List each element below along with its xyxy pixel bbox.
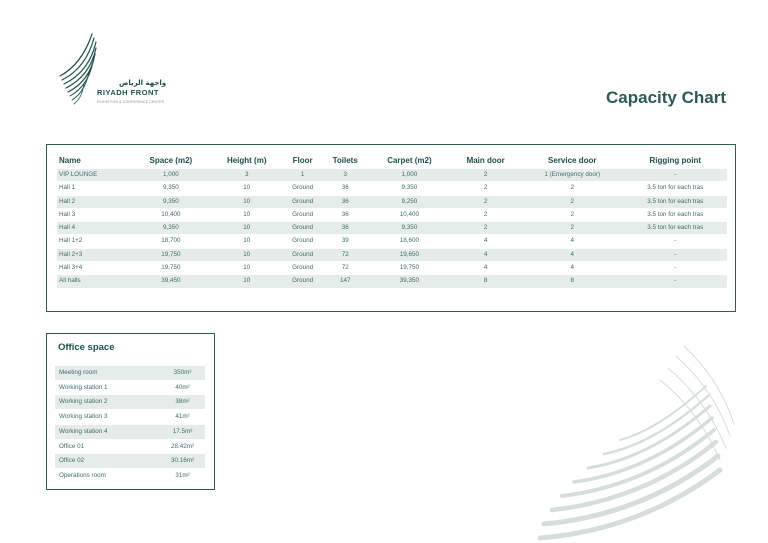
table-row bbox=[57, 248, 727, 261]
table-cell: 4 bbox=[450, 248, 521, 261]
table-cell: 8 bbox=[521, 275, 624, 288]
office-row bbox=[55, 395, 205, 410]
table-cell: 36 bbox=[322, 208, 368, 221]
table-cell: 2 bbox=[450, 182, 521, 195]
office-row bbox=[55, 454, 205, 469]
table-cell: 4 bbox=[450, 235, 521, 248]
table-cell: 3 bbox=[210, 169, 283, 182]
table-cell: Hall 3 bbox=[57, 208, 132, 221]
table-cell: VIP LOUNGE bbox=[57, 169, 132, 182]
office-row bbox=[55, 439, 205, 454]
table-cell: Hall 1+2 bbox=[57, 235, 132, 248]
table-cell: 147 bbox=[322, 275, 368, 288]
capacity-table-panel bbox=[46, 144, 736, 312]
table-cell: - bbox=[624, 235, 727, 248]
table-cell: Hall 2 bbox=[57, 195, 132, 208]
capacity-column-header: Floor bbox=[292, 155, 313, 165]
table-cell: 10 bbox=[210, 222, 283, 235]
table-cell: Ground bbox=[283, 195, 322, 208]
office-row bbox=[55, 380, 205, 395]
table-cell: 9,250 bbox=[368, 195, 450, 208]
table-cell: 10 bbox=[210, 208, 283, 221]
table-cell: Hall 2+3 bbox=[57, 248, 132, 261]
capacity-column-header: Space (m2) bbox=[149, 155, 193, 165]
table-cell: 3.5 ton for each tras bbox=[624, 222, 727, 235]
table-cell: 3.5 ton for each tras bbox=[624, 182, 727, 195]
capacity-column-header: Main door bbox=[466, 155, 505, 165]
table-cell: - bbox=[624, 169, 727, 182]
decorative-stripes-icon bbox=[530, 340, 768, 543]
table-cell: - bbox=[624, 248, 727, 261]
capacity-column-header: Height (m) bbox=[226, 155, 267, 165]
table-cell: 10 bbox=[210, 275, 283, 288]
capacity-table bbox=[57, 151, 727, 289]
table-cell: 2 bbox=[450, 195, 521, 208]
table-cell: All halls bbox=[57, 275, 132, 288]
capacity-column-header: Rigging point bbox=[649, 155, 702, 165]
table-cell: 2 bbox=[521, 195, 624, 208]
table-cell: Hall 1 bbox=[57, 182, 132, 195]
table-cell: Ground bbox=[283, 182, 322, 195]
table-cell: 3.5 ton for each tras bbox=[624, 208, 727, 221]
table-row bbox=[57, 235, 727, 248]
capacity-column-header: Carpet (m2) bbox=[387, 155, 432, 165]
table-cell: 2 bbox=[521, 182, 624, 195]
office-name-cell: Working station 3 bbox=[55, 410, 160, 425]
office-area-cell: 41m² bbox=[160, 410, 205, 425]
table-cell: Ground bbox=[283, 235, 322, 248]
table-cell: 9,350 bbox=[132, 222, 211, 235]
table-cell: 10 bbox=[210, 248, 283, 261]
office-area-cell: 28.42m² bbox=[160, 439, 205, 454]
office-area-cell: 350m² bbox=[160, 366, 205, 380]
table-cell: 4 bbox=[521, 262, 624, 275]
table-cell: 9,350 bbox=[132, 182, 211, 195]
office-row bbox=[55, 468, 205, 483]
table-cell: 10,400 bbox=[368, 208, 450, 221]
office-row bbox=[55, 424, 205, 439]
table-cell: 72 bbox=[322, 248, 368, 261]
table-cell: 4 bbox=[450, 262, 521, 275]
office-area-cell: 38m² bbox=[160, 395, 205, 410]
table-cell: 3 bbox=[322, 169, 368, 182]
table-cell: 1,000 bbox=[368, 169, 450, 182]
office-space-table bbox=[55, 366, 205, 484]
table-cell: 2 bbox=[450, 169, 521, 182]
table-cell: 39,450 bbox=[132, 275, 211, 288]
table-cell: 72 bbox=[322, 262, 368, 275]
office-row bbox=[55, 410, 205, 425]
table-cell: 36 bbox=[322, 222, 368, 235]
table-cell: 4 bbox=[521, 248, 624, 261]
table-cell: 10 bbox=[210, 235, 283, 248]
page-title: Capacity Chart bbox=[606, 88, 726, 107]
table-cell: 1 bbox=[283, 169, 322, 182]
table-cell: 2 bbox=[450, 208, 521, 221]
office-space-title: Office space bbox=[58, 342, 115, 353]
table-cell: 2 bbox=[521, 208, 624, 221]
table-cell: 10,400 bbox=[132, 208, 211, 221]
office-name-cell: Meeting room bbox=[55, 366, 160, 380]
capacity-column-header: Toilets bbox=[332, 155, 358, 165]
table-row bbox=[57, 275, 727, 288]
table-cell: 4 bbox=[521, 235, 624, 248]
office-space-panel bbox=[46, 333, 215, 490]
table-cell: 9,350 bbox=[368, 182, 450, 195]
table-cell: 1,000 bbox=[132, 169, 211, 182]
table-cell: 9,350 bbox=[132, 195, 211, 208]
table-cell: Ground bbox=[283, 262, 322, 275]
capacity-column-header: Service door bbox=[548, 155, 597, 165]
office-row bbox=[55, 366, 205, 380]
table-row bbox=[57, 195, 727, 208]
office-area-cell: 17.5m² bbox=[160, 424, 205, 439]
table-cell: 39 bbox=[322, 235, 368, 248]
office-name-cell: Working station 4 bbox=[55, 424, 160, 439]
table-cell: Ground bbox=[283, 208, 322, 221]
table-cell: 9,350 bbox=[368, 222, 450, 235]
table-row bbox=[57, 182, 727, 195]
table-cell: 3.5 ton for each tras bbox=[624, 195, 727, 208]
table-cell: 19,750 bbox=[368, 262, 450, 275]
capacity-table-header bbox=[57, 151, 727, 169]
table-cell: - bbox=[624, 262, 727, 275]
logo-arabic-text: واجهة الرياض bbox=[119, 79, 167, 87]
table-cell: 10 bbox=[210, 262, 283, 275]
table-cell: 8 bbox=[450, 275, 521, 288]
office-name-cell: Working station 1 bbox=[55, 380, 160, 395]
office-name-cell: Office 02 bbox=[55, 454, 160, 469]
table-row bbox=[57, 169, 727, 182]
table-cell: 18,700 bbox=[132, 235, 211, 248]
table-row bbox=[57, 208, 727, 221]
table-cell: Hall 4 bbox=[57, 222, 132, 235]
logo-english-text: RIYADH FRONT bbox=[97, 88, 159, 97]
office-name-cell: Operations room bbox=[55, 468, 160, 483]
office-name-cell: Office 01 bbox=[55, 439, 160, 454]
table-cell: 10 bbox=[210, 195, 283, 208]
table-cell: Ground bbox=[283, 275, 322, 288]
table-row bbox=[57, 262, 727, 275]
office-area-cell: 40m² bbox=[160, 380, 205, 395]
table-cell: 18,600 bbox=[368, 235, 450, 248]
table-cell: 2 bbox=[450, 222, 521, 235]
table-cell: 36 bbox=[322, 182, 368, 195]
office-area-cell: 31m² bbox=[160, 468, 205, 483]
office-name-cell: Working station 2 bbox=[55, 395, 160, 410]
table-cell: 10 bbox=[210, 182, 283, 195]
riyadh-front-logo bbox=[52, 24, 192, 114]
table-cell: Hall 3+4 bbox=[57, 262, 132, 275]
table-cell: 19,750 bbox=[132, 248, 211, 261]
table-cell: 1 (Emergency door) bbox=[521, 169, 624, 182]
table-cell: Ground bbox=[283, 248, 322, 261]
table-cell: 39,350 bbox=[368, 275, 450, 288]
table-cell: - bbox=[624, 275, 727, 288]
office-area-cell: 30.16m² bbox=[160, 454, 205, 469]
table-cell: 36 bbox=[322, 195, 368, 208]
capacity-column-header: Name bbox=[59, 155, 81, 165]
table-cell: 19,750 bbox=[132, 262, 211, 275]
table-row bbox=[57, 222, 727, 235]
table-cell: 19,650 bbox=[368, 248, 450, 261]
logo-subtitle: EXHIBITION & CONFERENCE CENTER bbox=[97, 100, 165, 104]
table-cell: Ground bbox=[283, 222, 322, 235]
table-cell: 2 bbox=[521, 222, 624, 235]
